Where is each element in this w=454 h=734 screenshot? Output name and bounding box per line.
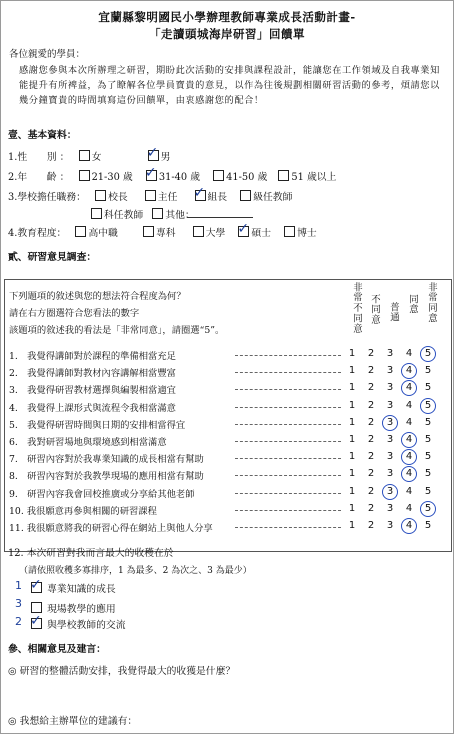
gender-male-checkbox[interactable] xyxy=(146,145,159,161)
selection-circle-icon xyxy=(401,518,417,534)
scale-number[interactable]: 4 xyxy=(405,520,413,531)
header-disagree: 不同意 xyxy=(369,294,380,326)
role-row xyxy=(8,185,293,203)
role-subject-teacher-label: 科任教師 xyxy=(104,210,144,221)
greeting: 各位親愛的學員： xyxy=(9,49,86,60)
leader-dash xyxy=(235,407,341,408)
role-class-teacher-checkbox[interactable] xyxy=(240,190,251,201)
open-question-1: ◎ 研習的整體活動安排，我覺得最大的收獲是什麼？ xyxy=(8,666,236,677)
role-other-blank[interactable] xyxy=(187,217,253,218)
scale-number[interactable]: 4 xyxy=(405,416,413,428)
gender-male-label: 男 xyxy=(160,152,171,163)
scale-number[interactable]: 5 xyxy=(424,348,432,359)
role-principal-checkbox[interactable] xyxy=(95,190,106,201)
scale-number[interactable]: 2 xyxy=(367,468,375,480)
check-mark-icon: ✓ xyxy=(146,145,159,161)
q12-option-2-label: 現場教學的應用 xyxy=(47,604,116,615)
header-strongly-disagree: 非常不同意 xyxy=(351,282,362,334)
scale-question-line2: 請在右方圈選符合您看法的數字 xyxy=(9,308,140,319)
role-subject-teacher-checkbox[interactable] xyxy=(91,208,102,219)
scale-number[interactable]: 2 xyxy=(367,434,375,445)
leader-dash xyxy=(235,458,341,459)
selection-circle-icon xyxy=(420,346,436,362)
edu-college-label: 專科 xyxy=(155,228,176,239)
scale-number[interactable]: 5 xyxy=(424,434,432,445)
selection-circle-icon xyxy=(401,449,417,465)
age-31-40-label: 31-40 歲 xyxy=(158,172,201,183)
scale-item-text: 4. 我覺得上課形式與流程令我相當滿意 xyxy=(9,402,176,414)
scale-question-line1: 下列題項的敘述與您的想法符合程度為何？ xyxy=(9,291,186,302)
scale-number[interactable]: 2 xyxy=(367,365,375,377)
scale-number[interactable]: 4 xyxy=(405,382,413,394)
q12-option-1-label: 專業知識的成長 xyxy=(47,584,116,595)
scale-number[interactable]: 5 xyxy=(424,502,432,514)
role-label: 3.學校擔任職務： xyxy=(8,192,86,203)
scale-number[interactable]: 1 xyxy=(348,434,356,445)
gender-row xyxy=(8,145,171,163)
age-21-30-label: 21-30 歲 xyxy=(91,172,133,183)
q12-note: （請依照收穫多寡排序，1 為最多、2 為次之、3 為最少） xyxy=(19,566,252,576)
age-41-50-label: 41-50 歲 xyxy=(226,172,268,183)
role-section-chief-checkbox[interactable] xyxy=(193,185,206,201)
scale-number[interactable]: 3 xyxy=(386,365,394,377)
header-agree: 同意 xyxy=(407,294,418,315)
edu-university-checkbox[interactable] xyxy=(193,226,204,237)
selection-circle-icon xyxy=(401,363,417,379)
scale-number[interactable]: 4 xyxy=(405,434,413,445)
leader-dash xyxy=(235,372,341,373)
scale-number[interactable]: 1 xyxy=(348,502,356,514)
check-mark-icon: ✓ xyxy=(144,165,157,181)
q12-option-3 xyxy=(15,613,126,631)
selection-circle-icon xyxy=(420,501,436,517)
scale-question-line3: 該題項的敘述我的看法是「非常同意」，請圈選“5”。 xyxy=(9,325,225,336)
selection-circle-icon xyxy=(420,398,436,414)
scale-number[interactable]: 3 xyxy=(386,451,394,463)
scale-number[interactable]: 2 xyxy=(367,502,375,514)
check-mark-icon: ✓ xyxy=(237,221,250,237)
q12-option-2-checkbox[interactable] xyxy=(31,602,42,613)
scale-number[interactable]: 1 xyxy=(348,399,356,411)
scale-number[interactable]: 1 xyxy=(348,365,356,377)
q12-option-1-checkbox[interactable] xyxy=(30,577,42,593)
scale-number[interactable]: 1 xyxy=(348,416,356,428)
q12-heading: 12. 本次研習對我而言最大的收穫在於 xyxy=(8,548,174,559)
age-21-30-checkbox[interactable] xyxy=(79,170,90,181)
scale-number[interactable]: 3 xyxy=(386,502,394,514)
scale-number[interactable]: 1 xyxy=(348,382,356,394)
gender-female-checkbox[interactable] xyxy=(79,150,90,161)
q12-option-3-label: 與學校教師的交流 xyxy=(47,620,126,631)
scale-number[interactable]: 2 xyxy=(367,382,375,394)
form-title-line2: 「走讀頭城海岸研習」回饋單 xyxy=(149,27,305,41)
scale-number[interactable]: 2 xyxy=(367,451,375,463)
scale-number[interactable]: 5 xyxy=(424,485,432,497)
form-title-line1: 宜蘭縣黎明國民小學辦理教師專業成長活動計畫- xyxy=(98,10,356,24)
scale-number[interactable]: 3 xyxy=(386,382,394,394)
scale-number[interactable]: 2 xyxy=(367,485,375,497)
rank-mark: 1 xyxy=(15,579,22,592)
scale-number[interactable]: 5 xyxy=(424,399,432,411)
scale-item-text: 11. 我很願意將我的研習心得在網站上與他人分享 xyxy=(9,523,213,534)
header-strongly-agree: 非常同意 xyxy=(426,282,437,324)
scale-number[interactable]: 1 xyxy=(348,485,356,497)
scale-item-text: 10. 我很願意再參與相關的研習課程 xyxy=(9,505,157,517)
scale-item-text: 5. 我覺得研習時間與日期的安排相當得宜 xyxy=(9,419,186,431)
scale-number[interactable]: 4 xyxy=(405,348,413,359)
section1-heading: 壹、基本資料： xyxy=(8,130,77,141)
scale-number[interactable]: 2 xyxy=(367,416,375,428)
edu-master-label: 碩士 xyxy=(251,228,272,239)
role-other-checkbox[interactable] xyxy=(152,208,163,219)
edu-highschool-checkbox[interactable] xyxy=(75,226,86,237)
leader-dash xyxy=(235,510,341,511)
scale-number[interactable]: 5 xyxy=(424,451,432,463)
education-row xyxy=(8,221,317,239)
scale-item-text: 3. 我覺得研習教材選擇與編製相當適宜 xyxy=(9,385,176,397)
scale-number[interactable]: 4 xyxy=(405,502,413,514)
leader-dash xyxy=(235,424,341,425)
scale-number[interactable]: 4 xyxy=(405,399,413,411)
scale-number[interactable]: 1 xyxy=(348,520,356,531)
leader-dash xyxy=(235,493,341,494)
scale-number[interactable]: 1 xyxy=(348,451,356,463)
scale-item-text: 8. 研習內容對於我教學現場的應用相當有幫助 xyxy=(9,471,204,483)
scale-number[interactable]: 1 xyxy=(348,348,356,359)
selection-circle-icon xyxy=(382,415,398,431)
role-director-checkbox[interactable] xyxy=(145,190,156,201)
q12-option-2 xyxy=(15,597,116,615)
survey-scale-box xyxy=(4,279,452,552)
selection-circle-icon xyxy=(401,380,417,396)
edu-phd-label: 博士 xyxy=(297,228,317,239)
scale-number[interactable]: 5 xyxy=(424,416,432,428)
scale-number[interactable]: 5 xyxy=(424,468,432,480)
scale-number[interactable]: 4 xyxy=(405,365,413,377)
scale-number[interactable]: 4 xyxy=(405,451,413,463)
edu-highschool-label: 高中職 xyxy=(88,228,118,239)
gender-female-label: 女 xyxy=(91,152,102,163)
role-section-chief-label: 組長 xyxy=(207,192,228,203)
scale-item-text: 9. 研習內容我會回校推廣或分享給其他老師 xyxy=(9,488,195,500)
scale-number[interactable]: 3 xyxy=(386,348,394,359)
selection-circle-icon xyxy=(401,432,417,448)
scale-number[interactable]: 5 xyxy=(424,365,432,377)
scale-number[interactable]: 3 xyxy=(386,434,394,445)
leader-dash xyxy=(235,441,341,442)
selection-circle-icon xyxy=(401,466,417,482)
scale-number[interactable]: 5 xyxy=(424,520,432,531)
rank-mark: 2 xyxy=(15,615,22,628)
q12-option-1 xyxy=(15,577,116,595)
role-row2 xyxy=(85,207,195,221)
scale-item-text: 7. 研習內容對於我專業知識的成長相當有幫助 xyxy=(9,454,204,466)
role-class-teacher-label: 級任教師 xyxy=(253,192,293,203)
scale-number[interactable]: 4 xyxy=(405,485,413,497)
age-51-plus-label: 51 歲以上 xyxy=(291,172,337,183)
edu-phd-checkbox[interactable] xyxy=(284,226,295,237)
open-question-2: ◎ 我想給主辦單位的建議有： xyxy=(8,716,138,727)
leader-dash xyxy=(235,389,341,390)
scale-number[interactable]: 3 xyxy=(386,520,394,531)
check-mark-icon: ✓ xyxy=(193,185,206,201)
scale-number[interactable]: 2 xyxy=(367,520,375,531)
header-neutral: 普通 xyxy=(388,302,399,323)
intro-paragraph: 感謝您參與本次所辦理之研習，期盼此次活動的安排與課程設計，能讓您在工作領域及自我專業知能提升有所裨益，為了瞭解各位學員寶貴的意見，以作為往後規劃相關研習活動的參考，煩請您以幾分鐘寶貴的時間填寫這份回饋單，由衷感謝您的配合！ xyxy=(19,65,440,106)
age-41-50-checkbox[interactable] xyxy=(213,170,224,181)
scale-item-text: 6. 我對研習場地與環境感到相當滿意 xyxy=(9,437,167,448)
age-label: 2.年 齡 ： xyxy=(8,172,70,183)
scale-number[interactable]: 2 xyxy=(367,399,375,411)
scale-item-text: 2. 我覺得講師對教材內容講解相當豐富 xyxy=(9,368,176,380)
edu-university-label: 大學 xyxy=(205,228,226,239)
scale-number[interactable]: 3 xyxy=(386,485,394,497)
rank-mark: 3 xyxy=(15,597,22,610)
scale-number[interactable]: 3 xyxy=(386,416,394,428)
q12-option-3-checkbox[interactable] xyxy=(30,613,42,629)
check-mark-icon: ✓ xyxy=(30,613,42,629)
age-51-plus-checkbox[interactable] xyxy=(278,170,289,181)
edu-college-checkbox[interactable] xyxy=(143,226,154,237)
scale-number[interactable]: 1 xyxy=(348,468,356,480)
check-mark-icon: ✓ xyxy=(30,577,42,593)
role-principal-label: 校長 xyxy=(108,192,128,203)
scale-number[interactable]: 4 xyxy=(405,468,413,480)
leader-dash xyxy=(235,527,341,528)
edu-master-checkbox[interactable] xyxy=(237,221,250,237)
scale-number[interactable]: 3 xyxy=(386,399,394,411)
section2-heading: 貳、研習意見調查： xyxy=(8,252,97,263)
selection-circle-icon xyxy=(382,484,398,500)
leader-dash xyxy=(235,355,341,356)
scale-item-text: 1. 我覺得講師對於課程的準備相當充足 xyxy=(9,351,176,362)
age-row xyxy=(8,165,337,183)
role-other-label: 其他： xyxy=(165,210,195,221)
gender-label: 1.性 別 ： xyxy=(8,152,70,163)
role-director-label: 主任 xyxy=(157,192,178,203)
scale-number[interactable]: 3 xyxy=(386,468,394,480)
age-31-40-checkbox[interactable] xyxy=(144,165,157,181)
education-label: 4.教育程度： xyxy=(8,228,67,239)
section3-heading: 參、相關意見及建言： xyxy=(8,644,106,655)
scale-number[interactable]: 5 xyxy=(424,382,432,394)
leader-dash xyxy=(235,475,341,476)
scale-number[interactable]: 2 xyxy=(367,348,375,359)
